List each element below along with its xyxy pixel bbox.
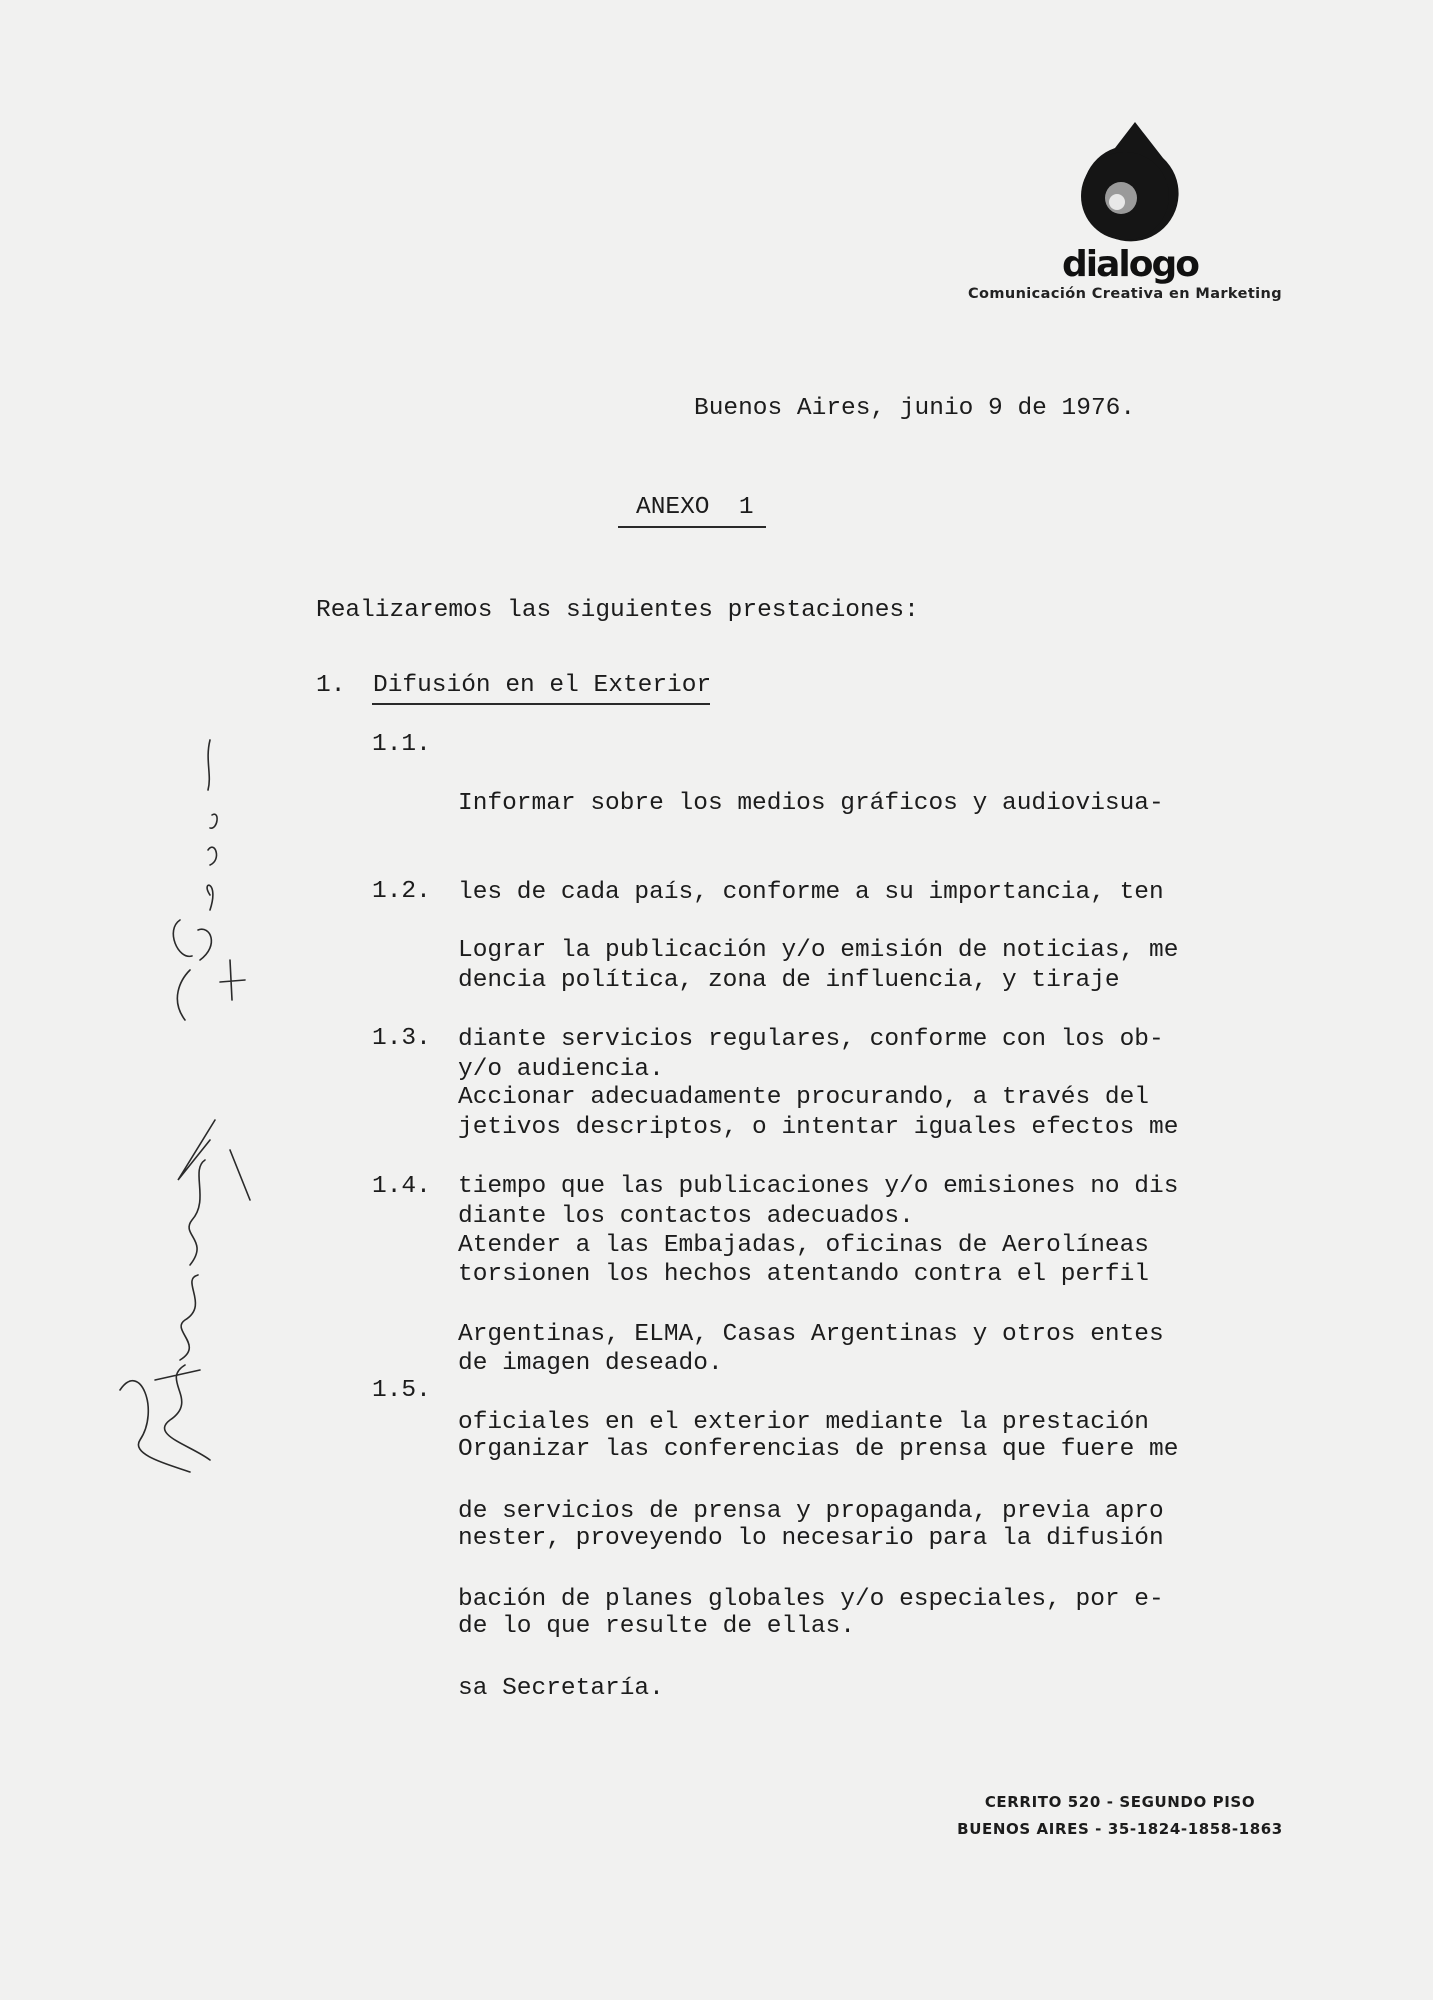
item-line: oficiales en el exterior mediante la prestación bbox=[458, 1409, 1150, 1436]
item-text bbox=[458, 1376, 1178, 1701]
item-line: tiempo que las publicaciones y/o emisiones no dis bbox=[458, 1172, 1179, 1200]
item-number: 1.5. bbox=[372, 1377, 431, 1404]
item-line: torsionen los hechos atentando contra el perfil bbox=[458, 1261, 1150, 1288]
item-line: bación de planes globales y/o especiales, por e- bbox=[458, 1586, 1164, 1613]
annex-title: ANEXO 1 bbox=[636, 494, 754, 521]
item-line: diante los contactos adecuados. bbox=[458, 1202, 914, 1230]
item-line: y/o audiencia. bbox=[458, 1055, 664, 1083]
date-line: Buenos Aires, junio 9 de 1976. bbox=[694, 395, 1136, 422]
item-line: les de cada país, conforme a su importancia, ten bbox=[458, 878, 1164, 906]
item-line: sa Secretaría. bbox=[458, 1674, 664, 1702]
item-line: Organizar las conferencias de prensa que fuere me bbox=[458, 1436, 1179, 1463]
item-line: diante servicios regulares, conforme con los ob- bbox=[458, 1025, 1164, 1053]
intro-text: Realizaremos las siguientes prestaciones: bbox=[316, 597, 919, 624]
footer-address: CERRITO 520 - SEGUNDO PISO bbox=[984, 1793, 1256, 1811]
item-line: Atender a las Embajadas, oficinas de Aerolíneas bbox=[458, 1232, 1150, 1259]
item-line: jetivos descriptos, o intentar iguales efectos me bbox=[458, 1114, 1179, 1141]
section-underline bbox=[372, 703, 710, 705]
item-line: dencia política, zona de influencia, y tiraje bbox=[458, 967, 1120, 994]
handwritten-signature bbox=[60, 720, 260, 1480]
section-title: Difusión en el Exterior bbox=[373, 672, 712, 699]
logo-tagline: Comunicación Creativa en Marketing bbox=[967, 286, 1283, 302]
item-line: Lograr la publicación y/o emisión de noticias, me bbox=[458, 937, 1179, 964]
annex-underline bbox=[618, 526, 766, 528]
dialogo-logo-icon bbox=[1075, 118, 1185, 258]
item-line: Informar sobre los medios gráficos y audiovisua- bbox=[458, 790, 1164, 817]
item-number: 1.1. bbox=[372, 731, 431, 758]
logo-wordmark: dialogo bbox=[1062, 244, 1198, 285]
item-line: de lo que resulte de ellas. bbox=[458, 1613, 855, 1640]
section-number: 1. bbox=[316, 672, 346, 699]
item-line: de servicios de prensa y propaganda, previa apro bbox=[458, 1497, 1164, 1525]
item-line: Accionar adecuadamente procurando, a través del bbox=[458, 1084, 1150, 1111]
item-number: 1.3. bbox=[372, 1025, 431, 1052]
item-number: 1.4. bbox=[372, 1173, 431, 1200]
footer-city-phones: BUENOS AIRES - 35-1824-1858-1863 bbox=[957, 1820, 1283, 1838]
item-line: Argentinas, ELMA, Casas Argentinas y otros entes bbox=[458, 1320, 1164, 1348]
item-number: 1.2. bbox=[372, 878, 431, 905]
item-line: de imagen deseado. bbox=[458, 1349, 723, 1377]
item-line: nester, proveyendo lo necesario para la difusión bbox=[458, 1524, 1164, 1552]
